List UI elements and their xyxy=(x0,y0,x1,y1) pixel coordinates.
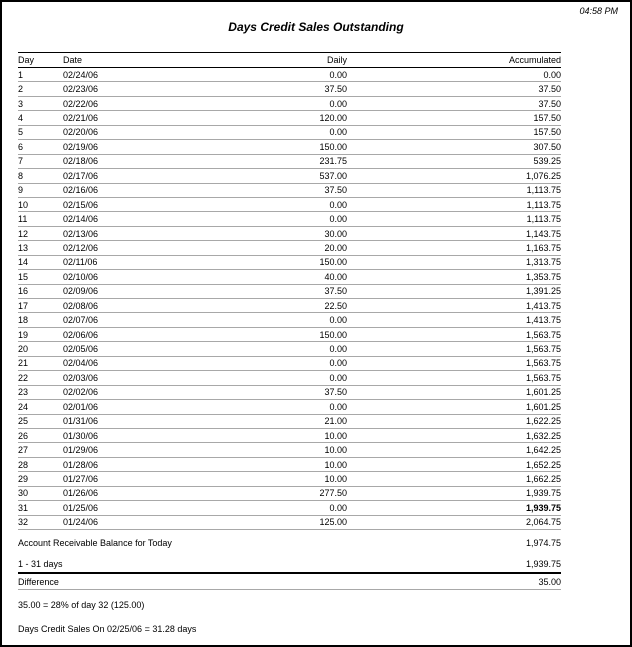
cell-date: 02/03/06 xyxy=(63,372,99,383)
cell-accumulated: 307.50 xyxy=(533,141,561,152)
cell-daily: 537.00 xyxy=(319,170,347,181)
cell-accumulated: 37.50 xyxy=(538,84,561,95)
cell-date: 02/01/06 xyxy=(63,401,99,412)
cell-accumulated: 1,939.75 xyxy=(525,488,561,499)
cell-accumulated: 1,413.75 xyxy=(525,315,561,326)
cell-date: 02/02/06 xyxy=(63,387,99,398)
cell-daily: 150.00 xyxy=(319,141,347,152)
cell-daily: 37.50 xyxy=(324,185,347,196)
cell-daily: 40.00 xyxy=(324,271,347,282)
cell-accumulated: 1,313.75 xyxy=(525,257,561,268)
cell-accumulated: 157.50 xyxy=(533,127,561,138)
cell-day: 29 xyxy=(18,473,29,484)
cell-accumulated: 2,064.75 xyxy=(525,517,561,528)
table-row xyxy=(18,82,561,96)
cell-day: 32 xyxy=(18,517,29,528)
cell-day: 15 xyxy=(18,271,29,282)
cell-date: 02/24/06 xyxy=(63,69,99,80)
cell-day: 1 xyxy=(18,69,24,80)
table-row xyxy=(18,256,561,270)
cell-daily: 0.00 xyxy=(329,358,347,369)
summary-value: 1,939.75 xyxy=(525,558,561,569)
cell-date: 02/14/06 xyxy=(63,214,99,225)
cell-day: 2 xyxy=(18,84,24,95)
cell-day: 30 xyxy=(18,488,29,499)
col-header-date: Date xyxy=(63,55,83,65)
summary-label: 1 - 31 days xyxy=(18,558,63,569)
cell-accumulated: 1,113.75 xyxy=(526,185,561,196)
cell-daily: 37.50 xyxy=(324,84,347,95)
table-row xyxy=(18,371,561,385)
cell-day: 7 xyxy=(18,156,24,167)
cell-daily: 0.00 xyxy=(329,344,347,355)
cell-accumulated: 37.50 xyxy=(538,98,561,109)
table-row xyxy=(18,386,561,400)
cell-date: 02/15/06 xyxy=(63,199,99,210)
table-row xyxy=(18,198,561,212)
footnote-percentage: 35.00 = 28% of day 32 (125.00) xyxy=(18,600,145,610)
cell-date: 02/06/06 xyxy=(63,329,99,340)
cell-date: 02/12/06 xyxy=(63,242,99,253)
cell-date: 02/13/06 xyxy=(63,228,99,239)
cell-date: 02/04/06 xyxy=(63,358,99,369)
summary-section xyxy=(18,530,561,590)
summary-row-receivable-balance xyxy=(18,530,561,555)
cell-day: 28 xyxy=(18,459,29,470)
cell-daily: 277.50 xyxy=(319,488,347,499)
table-row xyxy=(18,270,561,284)
cell-daily: 30.00 xyxy=(324,228,347,239)
cell-day: 17 xyxy=(18,300,29,311)
cell-day: 18 xyxy=(18,315,29,326)
cell-daily: 10.00 xyxy=(324,459,347,470)
cell-date: 02/16/06 xyxy=(63,185,99,196)
cell-daily: 0.00 xyxy=(329,214,347,225)
table-row xyxy=(18,487,561,501)
cell-day: 11 xyxy=(18,214,28,225)
cell-daily: 0.00 xyxy=(329,98,347,109)
table-row xyxy=(18,241,561,255)
cell-day: 27 xyxy=(18,445,29,456)
cell-day: 25 xyxy=(18,416,29,427)
cell-day: 10 xyxy=(18,199,29,210)
cell-daily: 0.00 xyxy=(329,372,347,383)
summary-row-difference xyxy=(18,572,561,590)
cell-day: 5 xyxy=(18,127,24,138)
cell-day: 31 xyxy=(18,502,29,513)
table-row xyxy=(18,400,561,414)
cell-day: 22 xyxy=(18,372,29,383)
table-row xyxy=(18,342,561,356)
table-row xyxy=(18,501,561,515)
cell-date: 02/20/06 xyxy=(63,127,99,138)
cell-accumulated: 1,601.25 xyxy=(525,401,561,412)
cell-daily: 150.00 xyxy=(319,329,347,340)
cell-accumulated: 1,939.75 xyxy=(525,502,561,513)
cell-daily: 10.00 xyxy=(324,445,347,456)
table-row xyxy=(18,429,561,443)
report-body xyxy=(18,52,561,634)
cell-day: 6 xyxy=(18,141,24,152)
cell-daily: 0.00 xyxy=(329,401,347,412)
cell-daily: 37.50 xyxy=(324,286,347,297)
summary-label: Account Receivable Balance for Today xyxy=(18,537,172,548)
col-header-day: Day xyxy=(18,55,35,65)
cell-accumulated: 1,622.25 xyxy=(525,416,561,427)
cell-date: 02/23/06 xyxy=(63,84,99,95)
cell-day: 23 xyxy=(18,387,29,398)
cell-date: 01/25/06 xyxy=(63,502,99,513)
cell-daily: 150.00 xyxy=(319,257,347,268)
table-header-row xyxy=(18,52,561,68)
cell-day: 12 xyxy=(18,228,29,239)
table-row xyxy=(18,472,561,486)
table-row xyxy=(18,126,561,140)
cell-accumulated: 1,563.75 xyxy=(525,358,561,369)
table-row xyxy=(18,227,561,241)
cell-daily: 0.00 xyxy=(329,502,347,513)
table-row xyxy=(18,97,561,111)
cell-accumulated: 1,391.25 xyxy=(525,286,561,297)
cell-date: 02/17/06 xyxy=(63,170,99,181)
timestamp: 04:58 PM xyxy=(579,6,618,16)
cell-daily: 22.50 xyxy=(324,300,347,311)
col-header-accumulated: Accumulated xyxy=(508,55,561,65)
cell-date: 01/24/06 xyxy=(63,517,99,528)
cell-date: 02/22/06 xyxy=(63,98,99,109)
cell-accumulated: 539.25 xyxy=(533,156,561,167)
cell-date: 01/30/06 xyxy=(63,430,99,441)
cell-daily: 0.00 xyxy=(329,69,347,80)
cell-day: 3 xyxy=(18,98,24,109)
cell-day: 14 xyxy=(18,257,29,268)
cell-accumulated: 1,113.75 xyxy=(526,214,561,225)
table-row xyxy=(18,212,561,226)
table-row xyxy=(18,299,561,313)
cell-date: 02/18/06 xyxy=(63,156,99,167)
summary-value: 35.00 xyxy=(538,576,561,587)
summary-value: 1,974.75 xyxy=(525,537,561,548)
cell-accumulated: 1,652.25 xyxy=(525,459,561,470)
cell-daily: 0.00 xyxy=(329,315,347,326)
table-row xyxy=(18,516,561,530)
cell-accumulated: 157.50 xyxy=(533,113,561,124)
cell-accumulated: 1,563.75 xyxy=(525,344,561,355)
report-title: Days Credit Sales Outstanding xyxy=(228,20,404,34)
table-row xyxy=(18,140,561,154)
cell-daily: 37.50 xyxy=(324,387,347,398)
table-body xyxy=(18,68,561,530)
cell-day: 16 xyxy=(18,286,29,297)
cell-daily: 125.00 xyxy=(319,517,347,528)
cell-daily: 10.00 xyxy=(324,473,347,484)
cell-accumulated: 1,143.75 xyxy=(525,228,561,239)
table-row xyxy=(18,415,561,429)
cell-date: 01/31/06 xyxy=(63,416,99,427)
table-row xyxy=(18,328,561,342)
cell-accumulated: 1,113.75 xyxy=(526,199,561,210)
cell-date: 02/08/06 xyxy=(63,300,99,311)
cell-daily: 0.00 xyxy=(329,127,347,138)
cell-day: 9 xyxy=(18,185,24,196)
cell-daily: 21.00 xyxy=(324,416,347,427)
cell-date: 02/09/06 xyxy=(63,286,99,297)
summary-label: Difference xyxy=(18,576,59,587)
cell-accumulated: 1,413.75 xyxy=(525,300,561,311)
cell-daily: 10.00 xyxy=(324,430,347,441)
cell-day: 21 xyxy=(18,358,29,369)
cell-accumulated: 1,662.25 xyxy=(525,473,561,484)
table-row xyxy=(18,313,561,327)
cell-accumulated: 0.00 xyxy=(543,69,561,80)
cell-day: 24 xyxy=(18,401,29,412)
cell-day: 4 xyxy=(18,113,24,124)
cell-date: 02/19/06 xyxy=(63,141,99,152)
table-row xyxy=(18,111,561,125)
cell-daily: 120.00 xyxy=(319,113,347,124)
table-row xyxy=(18,443,561,457)
cell-date: 01/26/06 xyxy=(63,488,99,499)
table-row xyxy=(18,458,561,472)
table-row xyxy=(18,357,561,371)
footnote-dcso-result: Days Credit Sales On 02/25/06 = 31.28 days xyxy=(18,624,197,634)
cell-accumulated: 1,353.75 xyxy=(525,271,561,282)
cell-date: 02/07/06 xyxy=(63,315,99,326)
cell-daily: 231.75 xyxy=(319,156,347,167)
cell-daily: 0.00 xyxy=(329,199,347,210)
cell-day: 19 xyxy=(18,329,29,340)
table-row xyxy=(18,169,561,183)
cell-day: 20 xyxy=(18,344,29,355)
table-row xyxy=(18,184,561,198)
cell-accumulated: 1,163.75 xyxy=(525,242,561,253)
summary-row-1-31-days xyxy=(18,555,561,572)
table-row xyxy=(18,155,561,169)
table-row xyxy=(18,285,561,299)
cell-date: 02/05/06 xyxy=(63,344,99,355)
cell-accumulated: 1,642.25 xyxy=(525,445,561,456)
col-header-daily: Daily xyxy=(326,55,347,65)
cell-daily: 20.00 xyxy=(324,242,347,253)
cell-date: 01/29/06 xyxy=(63,445,99,456)
cell-day: 13 xyxy=(18,242,29,253)
cell-date: 02/21/06 xyxy=(63,113,99,124)
cell-accumulated: 1,601.25 xyxy=(525,387,561,398)
cell-date: 01/27/06 xyxy=(63,473,99,484)
cell-accumulated: 1,563.75 xyxy=(525,372,561,383)
cell-day: 26 xyxy=(18,430,29,441)
table-row xyxy=(18,68,561,82)
cell-accumulated: 1,563.75 xyxy=(525,329,561,340)
cell-accumulated: 1,076.25 xyxy=(525,170,561,181)
cell-date: 02/11/06 xyxy=(63,257,98,268)
cell-accumulated: 1,632.25 xyxy=(525,430,561,441)
footnotes xyxy=(18,600,561,634)
cell-date: 01/28/06 xyxy=(63,459,99,470)
cell-date: 02/10/06 xyxy=(63,271,99,282)
cell-day: 8 xyxy=(18,170,24,181)
